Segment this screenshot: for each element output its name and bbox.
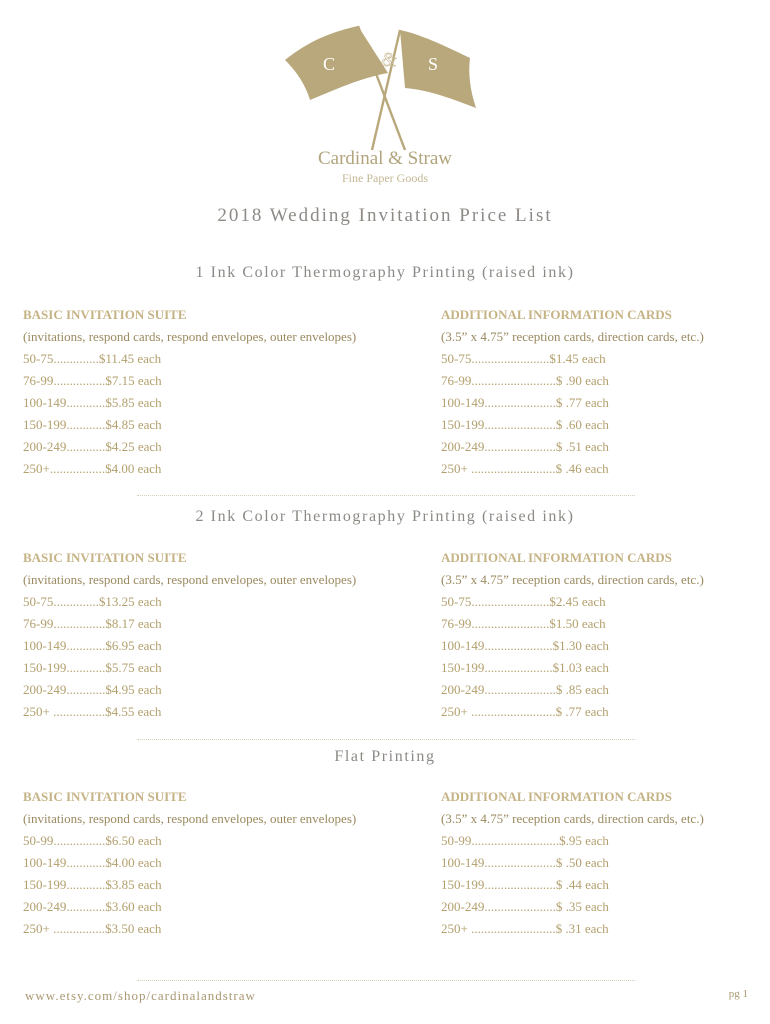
- price-row: 50-99................$6.50 each: [23, 833, 162, 848]
- column-subheading: (3.5” x 4.75” reception cards, direction cards, etc.): [441, 329, 704, 344]
- price-row: 76-99................$8.17 each: [23, 616, 162, 631]
- price-row: 200-249............$4.25 each: [23, 439, 162, 454]
- brand-tagline: Fine Paper Goods: [342, 171, 428, 185]
- section-title-flat: Flat Printing: [334, 748, 436, 765]
- price-row: 200-249............$4.95 each: [23, 682, 162, 697]
- section-title-2-ink: 2 Ink Color Thermography Printing (raised ink): [195, 508, 575, 525]
- price-row: 76-99................$7.15 each: [23, 373, 162, 388]
- logo-ampersand: &: [381, 49, 397, 71]
- column-heading: ADDITIONAL INFORMATION CARDS: [441, 307, 672, 322]
- basic-suite-column-3: [23, 786, 356, 940]
- price-row: 250+ ................$4.55 each: [23, 704, 162, 719]
- monogram-left: C: [323, 54, 336, 74]
- section-title-1-ink: 1 Ink Color Thermography Printing (raised ink): [195, 264, 575, 281]
- section-divider: [137, 739, 635, 740]
- basic-suite-column-2: [23, 547, 356, 723]
- price-row: 250+ ..........................$ .77 each: [441, 704, 609, 719]
- price-row: 150-199......................$ .60 each: [441, 417, 609, 432]
- info-cards-column-2: [441, 547, 704, 723]
- footer-shop-link[interactable]: www.etsy.com/shop/cardinalandstraw: [25, 988, 256, 1003]
- price-row: 100-149............$4.00 each: [23, 855, 162, 870]
- price-row: 200-249......................$ .51 each: [441, 439, 609, 454]
- price-row: 150-199............$3.85 each: [23, 877, 162, 892]
- info-cards-column-3: [441, 786, 704, 940]
- price-row: 150-199............$4.85 each: [23, 417, 162, 432]
- column-subheading: (invitations, respond cards, respond envelopes, outer envelopes): [23, 329, 357, 344]
- price-row: 50-75........................$2.45 each: [441, 594, 606, 609]
- price-row: 100-149......................$ .77 each: [441, 395, 609, 410]
- column-subheading: (3.5” x 4.75” reception cards, direction cards, etc.): [441, 811, 704, 826]
- price-row: 76-99..........................$ .90 each: [441, 373, 609, 388]
- price-row: 150-199.....................$1.03 each: [441, 660, 609, 675]
- price-row: 100-149............$6.95 each: [23, 638, 162, 653]
- column-heading: BASIC INVITATION SUITE: [23, 789, 187, 804]
- price-row: 100-149............$5.85 each: [23, 395, 162, 410]
- price-row: 200-249............$3.60 each: [23, 899, 162, 914]
- price-row: 150-199............$5.75 each: [23, 660, 162, 675]
- price-row: 50-75..............$13.25 each: [23, 594, 162, 609]
- crossed-flags-logo-icon: [280, 18, 490, 158]
- column-subheading: (3.5” x 4.75” reception cards, direction cards, etc.): [441, 572, 704, 587]
- price-row: 50-99...........................$.95 each: [441, 833, 609, 848]
- price-row: 250+ ..........................$ .31 each: [441, 921, 609, 936]
- page-title: 2018 Wedding Invitation Price List: [217, 205, 553, 226]
- section-divider: [137, 495, 635, 496]
- price-row: 250+ ..........................$ .46 each: [441, 461, 609, 476]
- price-row: 250+.................$4.00 each: [23, 461, 162, 476]
- brand-name: Cardinal & Straw: [317, 148, 453, 169]
- column-heading: BASIC INVITATION SUITE: [23, 550, 187, 565]
- price-row: 100-149.....................$1.30 each: [441, 638, 609, 653]
- column-heading: BASIC INVITATION SUITE: [23, 307, 187, 322]
- price-row: 200-249......................$ .85 each: [441, 682, 609, 697]
- price-row: 50-75..............$11.45 each: [23, 351, 162, 366]
- price-row: 100-149......................$ .50 each: [441, 855, 609, 870]
- info-cards-column-1: [441, 304, 704, 480]
- column-heading: ADDITIONAL INFORMATION CARDS: [441, 550, 672, 565]
- page-number: pg 1: [728, 988, 748, 1000]
- monogram-right: S: [428, 54, 439, 74]
- column-subheading: (invitations, respond cards, respond envelopes, outer envelopes): [23, 811, 357, 826]
- price-row: 150-199......................$ .44 each: [441, 877, 609, 892]
- price-row: 200-249......................$ .35 each: [441, 899, 609, 914]
- price-row: 76-99........................$1.50 each: [441, 616, 606, 631]
- basic-suite-column-1: [23, 304, 356, 480]
- brand-logo: [0, 0, 770, 200]
- column-subheading: (invitations, respond cards, respond envelopes, outer envelopes): [23, 572, 357, 587]
- price-row: 50-75........................$1.45 each: [441, 351, 606, 366]
- section-divider: [137, 980, 635, 981]
- price-row: 250+ ................$3.50 each: [23, 921, 162, 936]
- column-heading: ADDITIONAL INFORMATION CARDS: [441, 789, 672, 804]
